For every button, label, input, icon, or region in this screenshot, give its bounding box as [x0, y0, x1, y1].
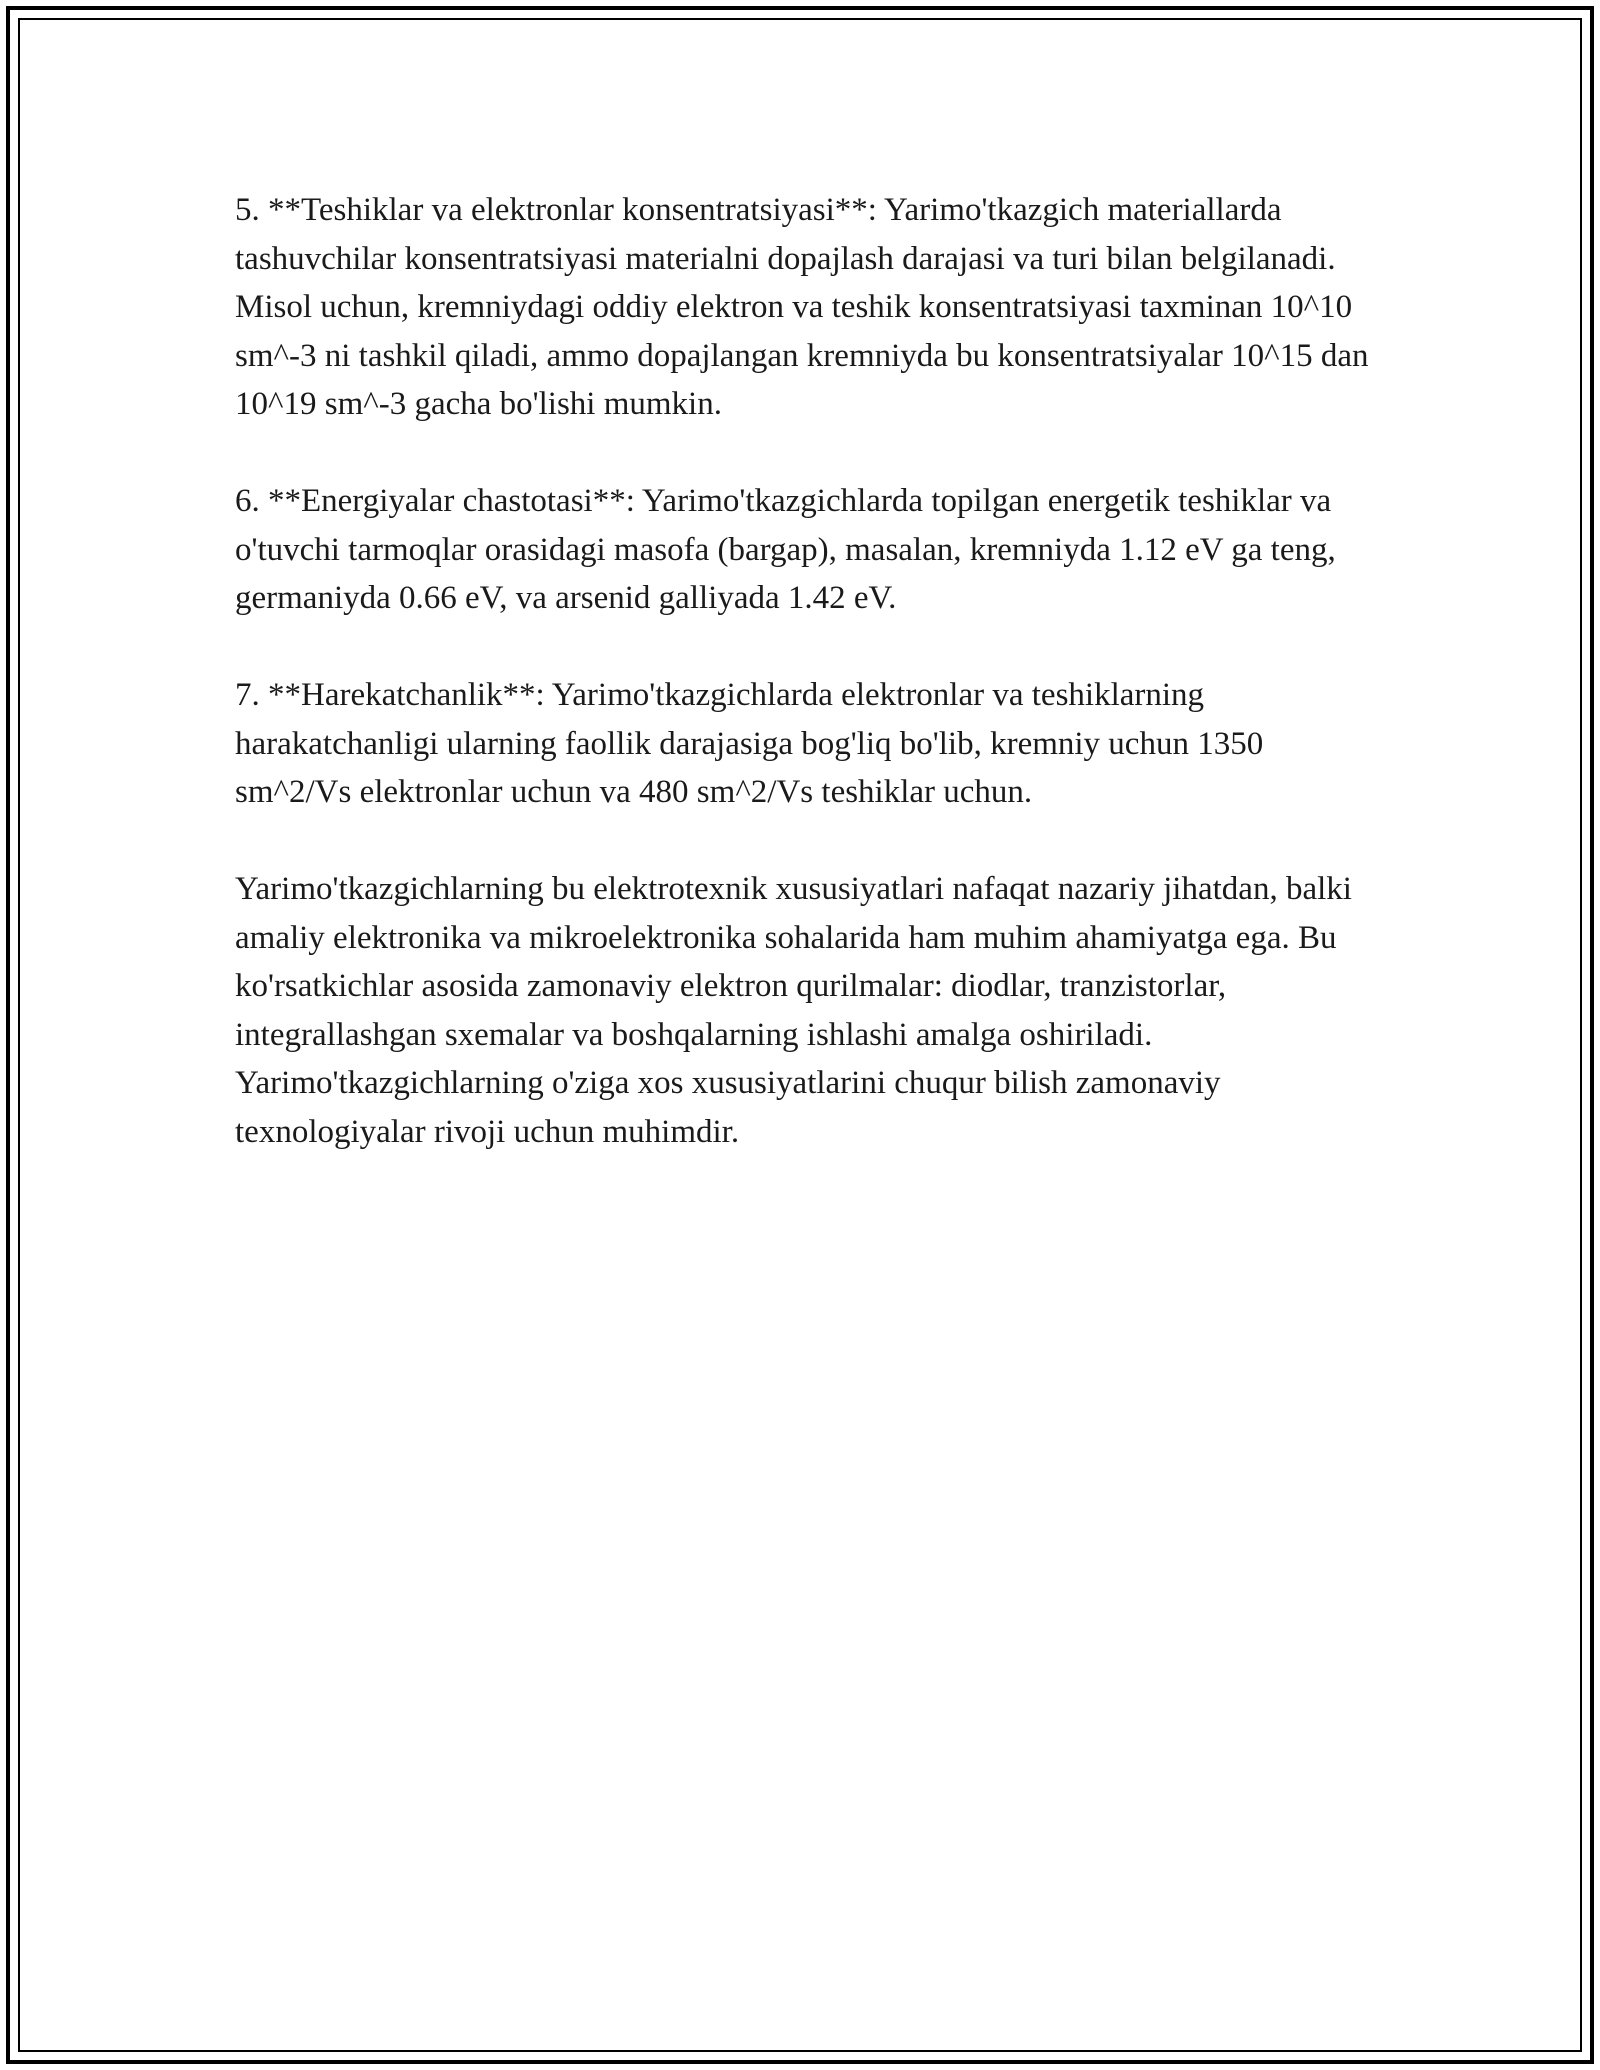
paragraph-conclusion: Yarimo'tkazgichlarning bu elektrotexnik xususiyatlari nafaqat nazariy jihatdan, balki amaliy elektronika va mikroelektronika sohalarida ham muhim ahamiyatga ega. Bu ko'rsatkichlar asosida zamonaviy elektron qurilmalar: diodlar, tranzistorlar, integrallashgan sxemalar va boshqalarning ishlashi amalga oshiriladi. Yarimo'tkazgichlarning o'ziga xos xususiyatlarini chuqur bilish zamonaviy texnologiyalar rivoji uchun muhimdir. [235, 871, 1352, 1150]
document-body [235, 186, 1375, 1205]
paragraph-carrier-concentration: 5. **Teshiklar va elektronlar konsentratsiyasi**: Yarimo'tkazgich materiallarda tashuvchilar konsentratsiyasi materialni dopajlash darajasi va turi bilan belgilanadi. Misol uchun, kremniydagi oddiy elektron va teshik konsentratsiyasi taxminan 10^10 sm^-3 ni tashkil qiladi, ammo dopajlangan kremniyda bu konsentratsiyalar 10^15 dan 10^19 sm^-3 gacha bo'lishi mumkin. [235, 192, 1369, 422]
paragraph-band-gap: 6. **Energiyalar chastotasi**: Yarimo'tkazgichlarda topilgan energetik teshiklar va o'tuvchi tarmoqlar orasidagi masofa (bargap), masalan, kremniyda 1.12 eV ga teng, germaniyda 0.66 eV, va arsenid galliyada 1.42 eV. [235, 483, 1336, 616]
paragraph-mobility: 7. **Harekatchanlik**: Yarimo'tkazgichlarda elektronlar va teshiklarning harakatchanligi ularning faollik darajasiga bog'liq bo'lib, kremniy uchun 1350 sm^2/Vs elektronlar uchun va 480 sm^2/Vs teshiklar uchun. [235, 677, 1264, 810]
